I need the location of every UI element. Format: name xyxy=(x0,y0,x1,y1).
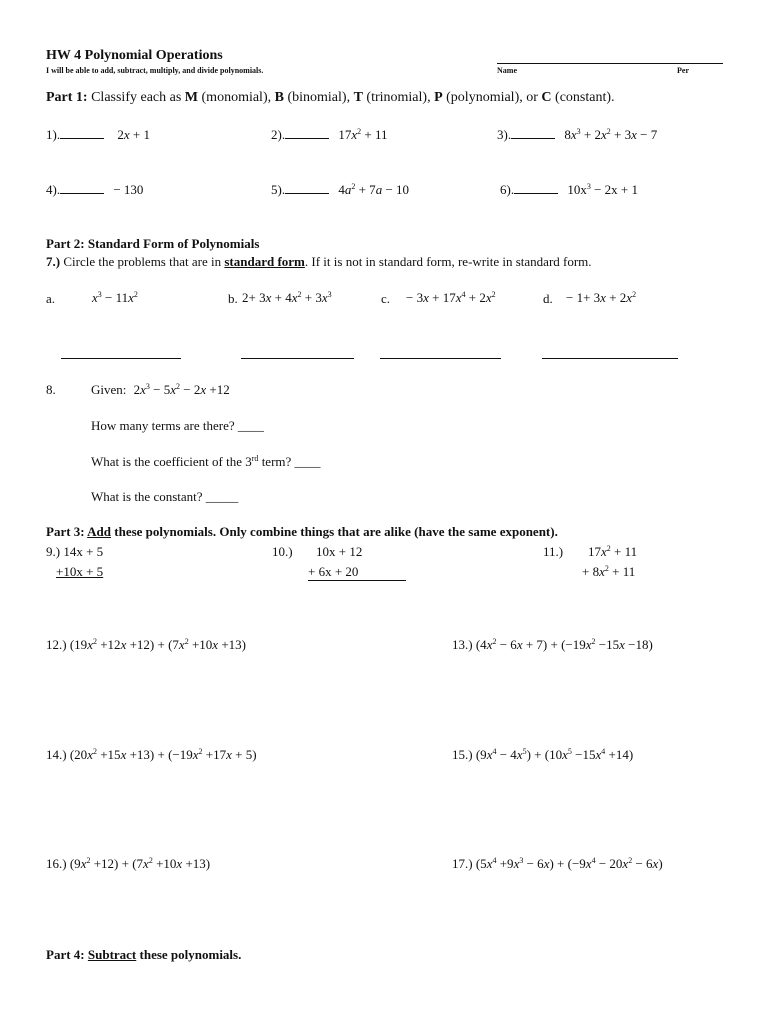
part4-instructions: Part 4: Subtract these polynomials. xyxy=(46,947,242,962)
rewrite-line-c[interactable] xyxy=(380,358,501,359)
q9-line1: 9.) 14x + 5 xyxy=(46,544,104,559)
q7-expr-c[interactable]: − $3x + 17x^4 + 2x^2$ xyxy=(406,290,496,305)
problem-12: 12.) $(19x^2 +12x +12) + (7x^2 +10x +13)$ xyxy=(46,637,246,652)
q11-line2: + $8x^2 + 11$ xyxy=(582,564,636,579)
problem-6: 6). $10x^3 - 2x + 1$ xyxy=(500,182,639,197)
q7-label-a: a. xyxy=(46,291,56,306)
rewrite-line-d[interactable] xyxy=(542,358,678,359)
problem-1: 1). 2x + 1 xyxy=(46,127,150,142)
q7-label-b: b. xyxy=(228,291,238,306)
part2-title: Part 2: Standard Form of Polynomials xyxy=(46,236,260,251)
problem-3: 3). $8x^3 + 2x^2 + 3x - 7$ xyxy=(497,127,658,142)
name-label: Name xyxy=(497,66,517,75)
q8-coefficient-question: What is the coefficient of the 3rd term? ____ xyxy=(91,454,321,469)
q8-number: 8. xyxy=(46,382,56,397)
problem-15: 15.) $(9x^4 - 4x^5) + (10x^5 -15x^4 +14)$ xyxy=(452,747,634,762)
answer-blank[interactable] xyxy=(285,193,329,194)
q7-instructions: 7.) Circle the problems that are in standard form. If it is not in standard form, re-write in standard form. xyxy=(46,254,592,269)
problem-2: 2). $17x^2 + 11$ xyxy=(271,127,388,142)
problem-16: 16.) $(9x^2 +12) + (7x^2 +10x +13)$ xyxy=(46,856,211,871)
q8-given: Given: $2x^3 - 5x^2 - 2x +12$ xyxy=(91,382,230,397)
part1-instructions: Part 1: Classify each as M (monomial), B (binomial), T (trinomial), P (polynomial), or C (constant). xyxy=(46,90,615,105)
q11-line1: $17x^2 + 11$ xyxy=(588,544,638,559)
q7-expr-a[interactable]: $x^3 - 11x^2$ xyxy=(92,290,138,305)
answer-blank[interactable] xyxy=(285,138,329,139)
problem-4: 4). − 130 xyxy=(46,182,144,197)
problem-14: 14.) $(20x^2 +15x +13) + (-19x^2 +17x + 5)$ xyxy=(46,747,257,762)
part3-instructions: Part 3: Add these polynomials. Only combine things that are alike (have the same exponent). xyxy=(46,524,558,539)
rewrite-line-b[interactable] xyxy=(241,358,354,359)
page-subtitle: I will be able to add, subtract, multiply, and divide polynomials. xyxy=(46,66,264,75)
q7-expr-b[interactable]: $2+ 3x + 4x^2 + 3x^3$ xyxy=(242,290,332,305)
problem-17: 17.) $(5x^4 +9x^3 - 6x) + (-9x^4 - 20x^2 - 6x)$ xyxy=(452,856,663,871)
name-line[interactable] xyxy=(497,63,723,64)
page-title: HW 4 Polynomial Operations xyxy=(46,48,223,63)
per-label: Per xyxy=(677,66,689,75)
problem-5: 5). $4a^2 + 7a - 10$ xyxy=(271,182,410,197)
answer-blank[interactable] xyxy=(60,138,104,139)
q8-terms-question: How many terms are there? ____ xyxy=(91,418,264,433)
problem-13: 13.) $(4x^2 - 6x + 7) + (-19x^2 -15x -18)$ xyxy=(452,637,653,652)
answer-blank[interactable] xyxy=(60,193,104,194)
q9-line2: +10x + 5 xyxy=(56,564,104,579)
answer-blank[interactable] xyxy=(514,193,558,194)
q10-number: 10.) xyxy=(272,544,293,559)
answer-blank[interactable] xyxy=(511,138,555,139)
q8-constant-question: What is the constant? _____ xyxy=(91,489,239,504)
q7-label-d: d. xyxy=(543,291,553,306)
q11-number: 11.) xyxy=(543,544,564,559)
q7-expr-d[interactable]: − $1+ 3x + 2x^2$ xyxy=(566,290,637,305)
q10-line2: + 6x + 20 xyxy=(308,564,406,581)
rewrite-line-a[interactable] xyxy=(61,358,181,359)
q10-line1: 10x + 12 xyxy=(316,544,363,559)
q7-label-c: c. xyxy=(381,291,391,306)
